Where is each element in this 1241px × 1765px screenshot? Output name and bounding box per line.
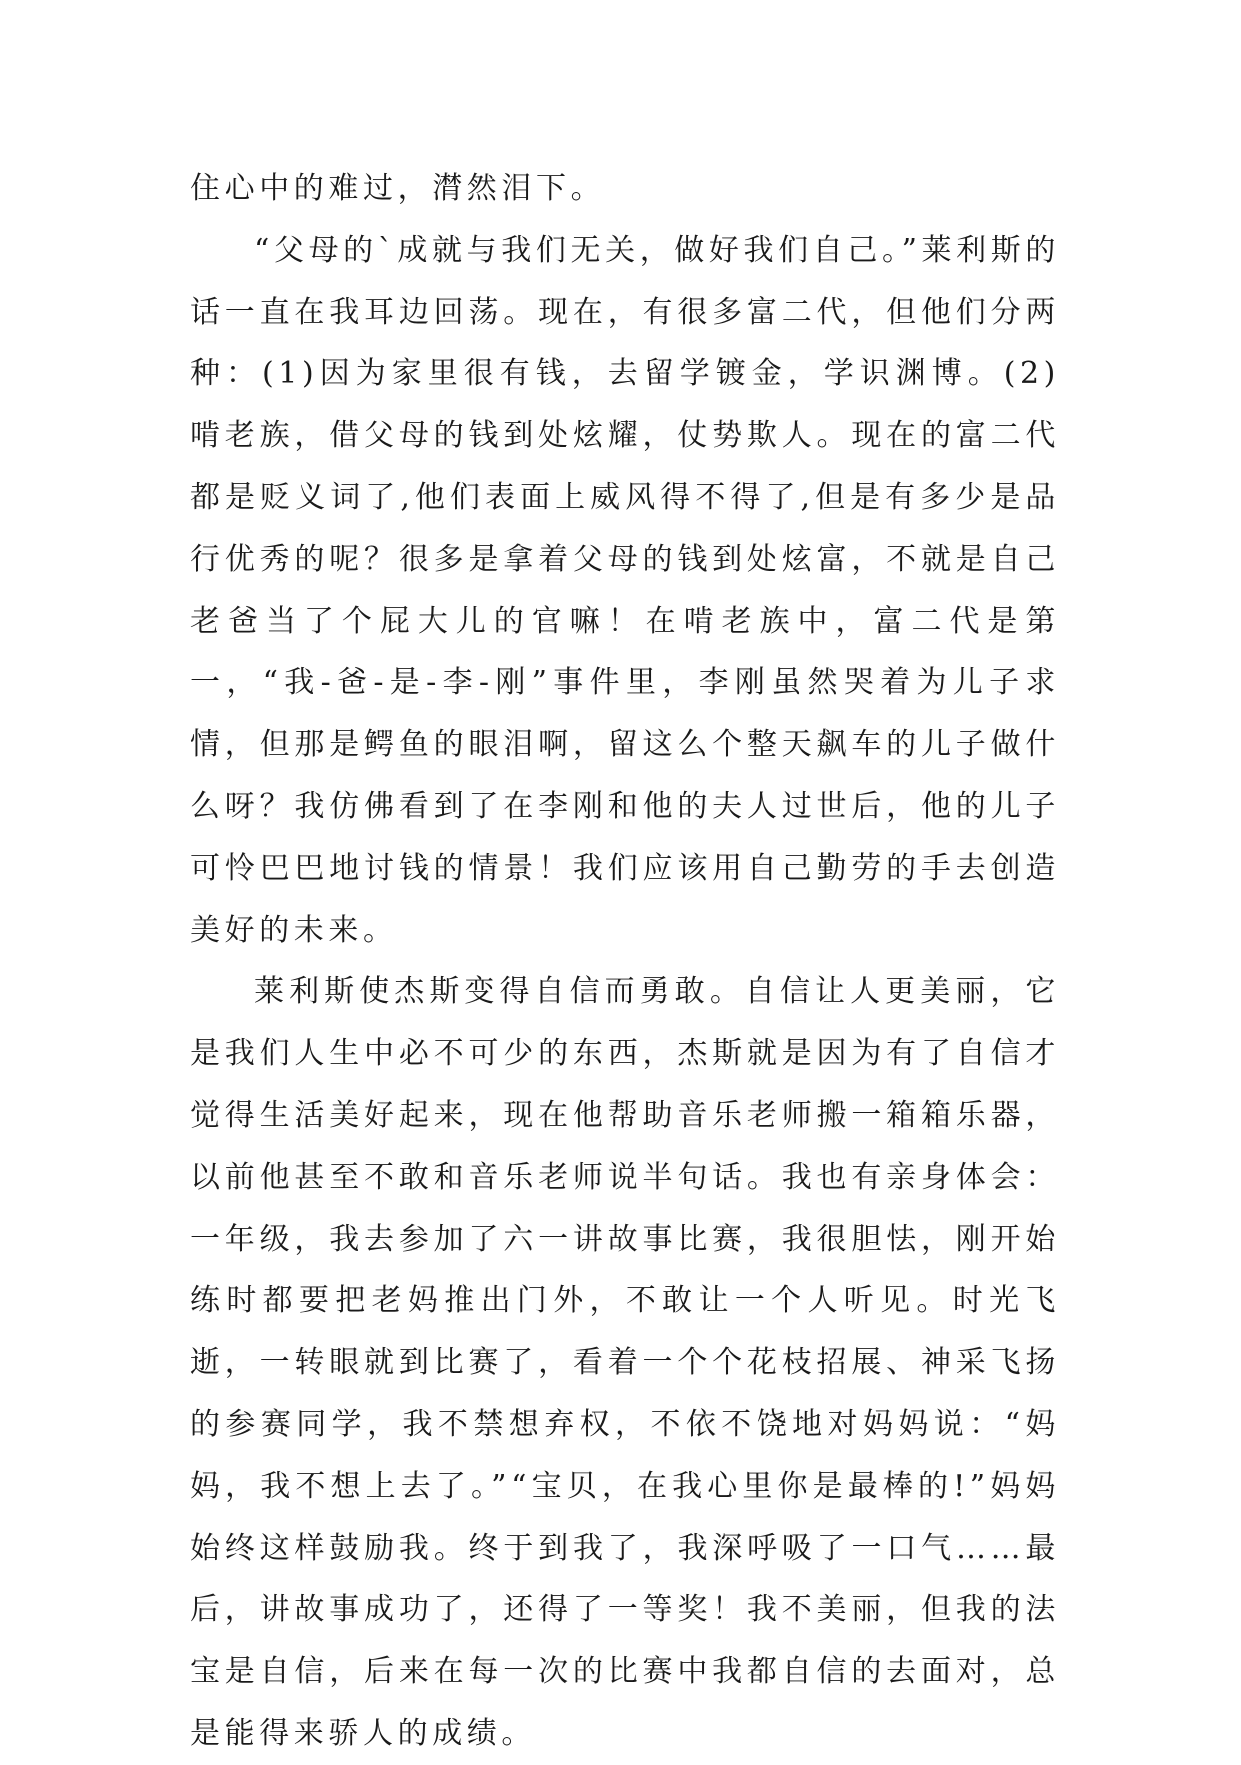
paragraph-3: 莱利斯使杰斯变得自信而勇敢。自信让人更美丽，它是我们人生中必不可少的东西，杰斯就是因为有了自信才觉得生活美好起来，现在他帮助音乐老师搬一箱箱乐器，以前他甚至不敢和音乐老师说半句话。我也有亲身体会：一年级，我去参加了六一讲故事比赛，我很胆怯，刚开始练时都要把老妈推出门外，不敢让一个人听见。时光飞逝，一转眼就到比赛了，看着一个个花枝招展、神采飞扬的参赛同学，我不禁想弃权，不依不饶地对妈妈说：“妈妈，我不想上去了。”“宝贝，在我心里你是最棒的!”妈妈始终这样鼓励我。终于到我了，我深呼吸了一口气……最后，讲故事成功了，还得了一等奖！我不美丽，但我的法宝是自信，后来在每一次的比赛中我都自信的去面对，总是能得来骄人的成绩。 bbox=[190, 974, 1060, 1751]
paragraph-1: 住心中的难过，潸然泪下。 bbox=[190, 171, 606, 206]
paragraph-2: “父母的`成就与我们无关，做好我们自己。”莱利斯的话一直在我耳边回荡。现在，有很多富二代，但他们分两种：(1)因为家里很有钱，去留学镀金，学识渊博。(2)啃老族，借父母的钱到处炫耀，仗势欺人。现在的富二代都是贬义词了,他们表面上威风得不得了,但是有多少是品行优秀的呢？很多是拿着父母的钱到处炫富，不就是自己老爸当了个屁大儿的官嘛！在啃老族中，富二代是第一，“我-爸-是-李-刚”事件里，李刚虽然哭着为儿子求情，但那是鳄鱼的眼泪啊，留这么个整天飙车的儿子做什么呀？我仿佛看到了在李刚和他的夫人过世后，他的儿子可怜巴巴地讨钱的情景！我们应该用自己勤劳的手去创造美好的未来。 bbox=[190, 232, 1060, 948]
document-body bbox=[190, 158, 1060, 1765]
